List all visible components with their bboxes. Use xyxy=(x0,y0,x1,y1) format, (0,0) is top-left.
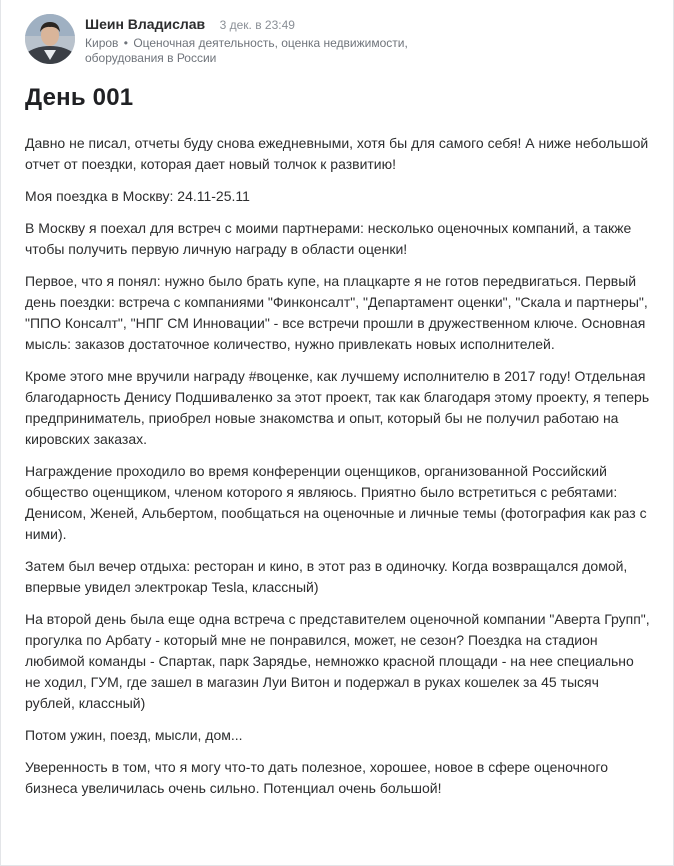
post-paragraph: Награждение проходило во время конференции оценщиков, организованной Российский общество оценщиком, членом которого я являюсь. Приятно было встретиться с ребятами: Денисом, Женей, Альбертом, пообщаться на оценочные и личные темы (фотография как раз с ними). xyxy=(25,463,647,542)
author-specialization: Оценочная деятельность, оценка недвижимости, оборудования в России xyxy=(85,36,408,65)
post-paragraph: Моя поездка в Москву: 24.11-25.11 xyxy=(25,188,250,204)
post-paragraph: Уверенность в том, что я могу что-то дать полезное, хорошее, новое в сфере оценочного бизнеса увеличилась очень сильно. Потенциал очень большой! xyxy=(25,759,609,796)
author-line xyxy=(85,14,653,34)
post-title: День 001 xyxy=(25,84,134,111)
author-name[interactable]: Шеин Владислав xyxy=(85,16,206,32)
post-paragraph: Первое, что я понял: нужно было брать купе, на плацкарте я не готов передвигаться. Первый день поездки: встреча с компаниями "Финконсалт", "Департамент оценки", "Скала и партнеры", "ППО Консалт", "НПГ СМ Инновации" - все встречи прошли в дружественном ключе. Основная мысль: заказов достаточное количество, нужно привлекать новых исполнителей. xyxy=(25,273,648,352)
post-paragraph: Кроме этого мне вручили награду #воценке, как лучшему исполнителю в 2017 году! Отдельная благодарность Денису Подшиваленко за этот проект, так как благодаря этому проекту, я теперь предприниматель, приобрел новые знакомства и опыт, который бы не получил работаю на кировских заказах. xyxy=(25,368,650,447)
post-date[interactable]: 3 дек. в 23:49 xyxy=(219,18,295,32)
post-paragraph: На второй день была еще одна встреча с представителем оценочной компании "Аверта Групп", прогулка по Арбату - который мне не понравился, может, не сезон? Поездка на стадион любимой команды - Спартак, парк Зарядье, немножко красной площади - на нее специально не ходил, ГУМ, где зашел в магазин Луи Витон и подержал в руках кошелек за 45 тысяч рублей, классный) xyxy=(25,611,650,711)
post-paragraph: Давно не писал, отчеты буду снова ежедневными, хотя бы для самого себя! А ниже небольшой отчет от поездки, которая дает новый толчок к развитию! xyxy=(25,135,649,172)
author-city: Киров xyxy=(85,36,119,50)
author-meta xyxy=(85,14,653,66)
avatar[interactable] xyxy=(25,14,75,64)
post-paragraph: Затем был вечер отдыха: ресторан и кино, в этот раз в одиночку. Когда возвращался домой, впервые увидел электрокар Tesla, классный) xyxy=(25,558,628,595)
post-paragraph: Потом ужин, поезд, мысли, дом... xyxy=(25,727,243,743)
post-paragraph: В Москву я поехал для встреч с моими партнерами: несколько оценочных компаний, а также чтобы получить первую личную награду в области оценки! xyxy=(25,220,632,257)
post-header xyxy=(25,14,653,70)
post-body xyxy=(25,133,651,810)
author-subtitle xyxy=(85,36,435,66)
user-photo-icon xyxy=(25,14,75,64)
separator-dot: • xyxy=(123,36,128,50)
